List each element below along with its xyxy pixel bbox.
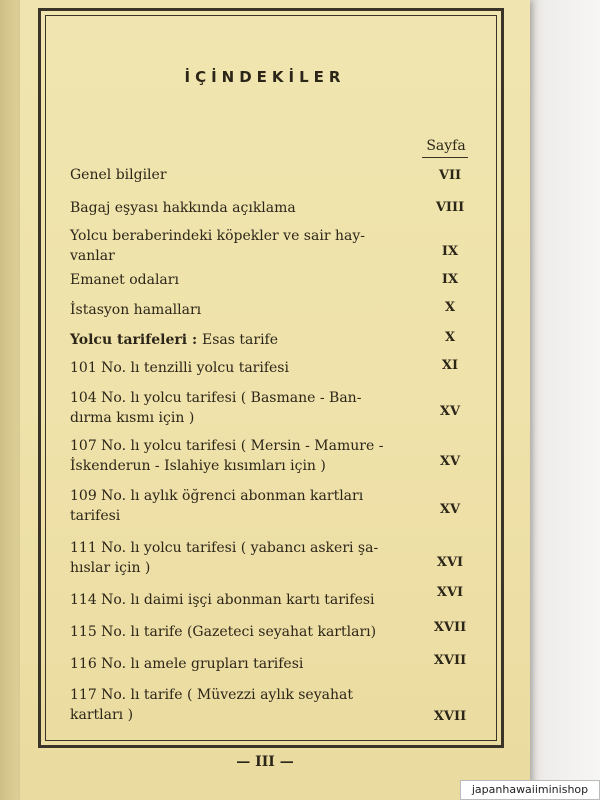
page-number: XVI — [436, 555, 464, 570]
toc-entry-109 — [70, 486, 410, 526]
page-footer-number: — III — — [236, 754, 294, 770]
page-number: VIII — [435, 200, 465, 215]
page-number: XV — [439, 454, 461, 469]
toc-entry-kopekler — [70, 226, 410, 266]
page-number: X — [444, 330, 456, 345]
page-number: XV — [439, 502, 461, 517]
entry-heading: Yolcu tarifeleri : — [70, 332, 198, 348]
page-number: X — [444, 300, 456, 315]
entry-text-line: 109 No. lı aylık öğrenci abonman kartları — [70, 488, 364, 504]
entry-text-line: 104 No. lı yolcu tarifesi ( Basmane - Ban- — [70, 390, 362, 406]
contents-title: İÇİNDEKİLER — [184, 68, 346, 86]
page-number: IX — [441, 272, 459, 287]
toc-entry-hamallar — [70, 300, 410, 320]
entry-text: 114 No. lı daimi işçi abonman kartı tarifesi — [70, 592, 375, 608]
toc-entry-107 — [70, 436, 410, 476]
page-number: XVI — [436, 585, 464, 600]
entry-text-line: tarifesi — [70, 508, 121, 524]
page-number: IX — [441, 244, 459, 259]
toc-entry-111 — [70, 538, 410, 578]
page-number: XVII — [433, 653, 467, 668]
entry-text-line: dırma kısmı için ) — [70, 410, 195, 426]
page-number: XI — [441, 358, 459, 373]
entry-text-line: hıslar için ) — [70, 560, 151, 576]
entry-text-line: 107 No. lı yolcu tarifesi ( Mersin - Mamure - — [70, 438, 384, 454]
entry-text: 116 No. lı amele grupları tarifesi — [70, 656, 304, 672]
toc-entry-116 — [70, 654, 410, 674]
page-number: XVII — [433, 709, 467, 724]
entry-text: 101 No. lı tenzilli yolcu tarifesi — [70, 360, 289, 376]
page-column-header: Sayfa — [426, 138, 466, 154]
toc-entry-117 — [70, 685, 410, 725]
page-number: XVII — [433, 620, 467, 635]
entry-text: İstasyon hamalları — [70, 302, 202, 318]
entry-text: Bagaj eşyası hakkında açıklama — [70, 200, 296, 216]
entry-text-line: kartları ) — [70, 707, 134, 723]
entry-text-line: 111 No. lı yolcu tarifesi ( yabancı askeri şa- — [70, 540, 379, 556]
entry-text-line: vanlar — [70, 248, 115, 264]
toc-entry-genel-bilgiler — [70, 165, 410, 185]
entry-text-line: 117 No. lı tarife ( Müvezzi aylık seyahat — [70, 687, 353, 703]
entry-text-line: Yolcu beraberindeki köpekler ve sair hay- — [70, 228, 365, 244]
header-underline — [422, 157, 468, 158]
toc-entry-emanet — [70, 270, 410, 290]
toc-entry-114 — [70, 590, 410, 610]
page-number: VII — [438, 168, 462, 183]
entry-text: Genel bilgiler — [70, 167, 167, 183]
toc-entry-115 — [70, 622, 410, 642]
toc-entry-yolcu-tarifeleri — [70, 330, 410, 350]
entry-text: 115 No. lı tarife (Gazeteci seyahat kartları) — [70, 624, 377, 640]
page-number: XV — [439, 404, 461, 419]
toc-entry-104 — [70, 388, 410, 428]
entry-text: Esas tarife — [202, 332, 279, 348]
watermark-label: japanhawaiiminishop — [460, 780, 600, 800]
entry-text-line: İskenderun - Islahiye kısımları için ) — [70, 458, 326, 474]
entry-text: Emanet odaları — [70, 272, 179, 288]
toc-entry-101 — [70, 358, 410, 378]
toc-entry-bagaj — [70, 198, 410, 218]
